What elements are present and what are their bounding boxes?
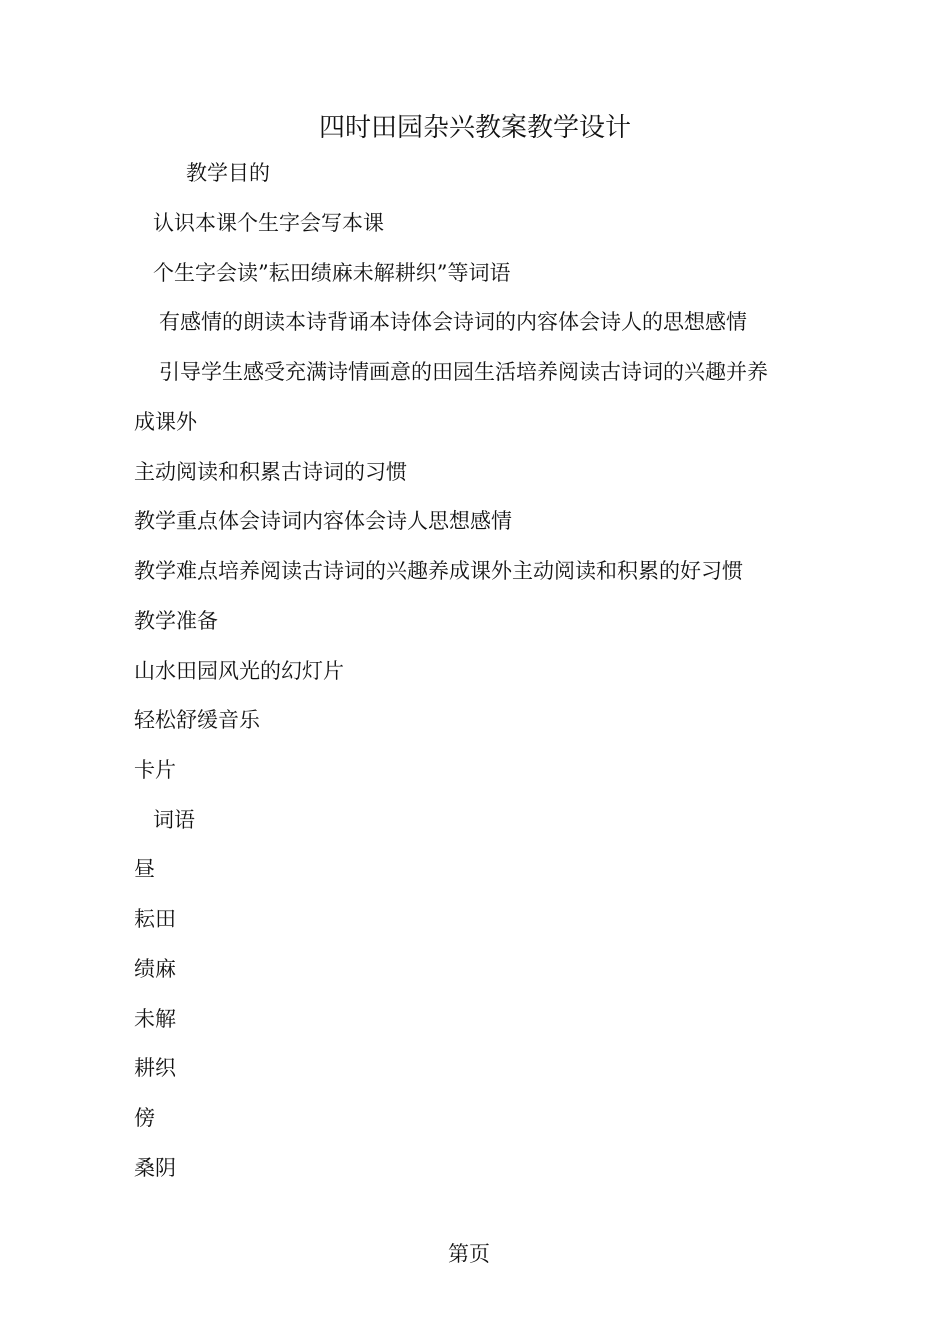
text-line: 成课外 [134,410,197,434]
vocabulary-word: 昼 [134,857,155,881]
text-line: 有感情的朗读本诗背诵本诗体会诗词的内容体会诗人的思想感情 [159,310,747,334]
vocabulary-word: 耘田 [134,907,176,931]
vocabulary-word: 绩麻 [134,957,176,981]
text-line-preparation-heading: 教学准备 [134,609,218,633]
document-title: 四时田园杂兴教案教学设计 [318,113,631,143]
text-line: 主动阅读和积累古诗词的习惯 [134,460,407,484]
vocabulary-word: 桑阴 [134,1156,176,1180]
text-line-objectives-heading: 教学目的 [186,161,270,185]
text-line: 认识本课个生字会写本课 [153,211,384,235]
text-line-key-points: 教学重点体会诗词内容体会诗人思想感情 [134,509,512,533]
text-line-vocabulary-heading: 词语 [153,808,195,832]
text-line: 卡片 [134,758,176,782]
vocabulary-word: 耕织 [134,1056,176,1080]
page-footer: 第页 [448,1242,490,1266]
text-line: 引导学生感受充满诗情画意的田园生活培养阅读古诗词的兴趣并养 [159,360,768,384]
vocabulary-word: 傍 [134,1106,155,1130]
text-line-difficulties: 教学难点培养阅读古诗词的兴趣养成课外主动阅读和积累的好习惯 [134,559,743,583]
vocabulary-word: 未解 [134,1007,176,1031]
text-line: 个生字会读”耘田绩麻未解耕织”等词语 [153,261,511,285]
text-line: 轻松舒缓音乐 [134,708,260,732]
text-line: 山水田园风光的幻灯片 [134,659,344,683]
